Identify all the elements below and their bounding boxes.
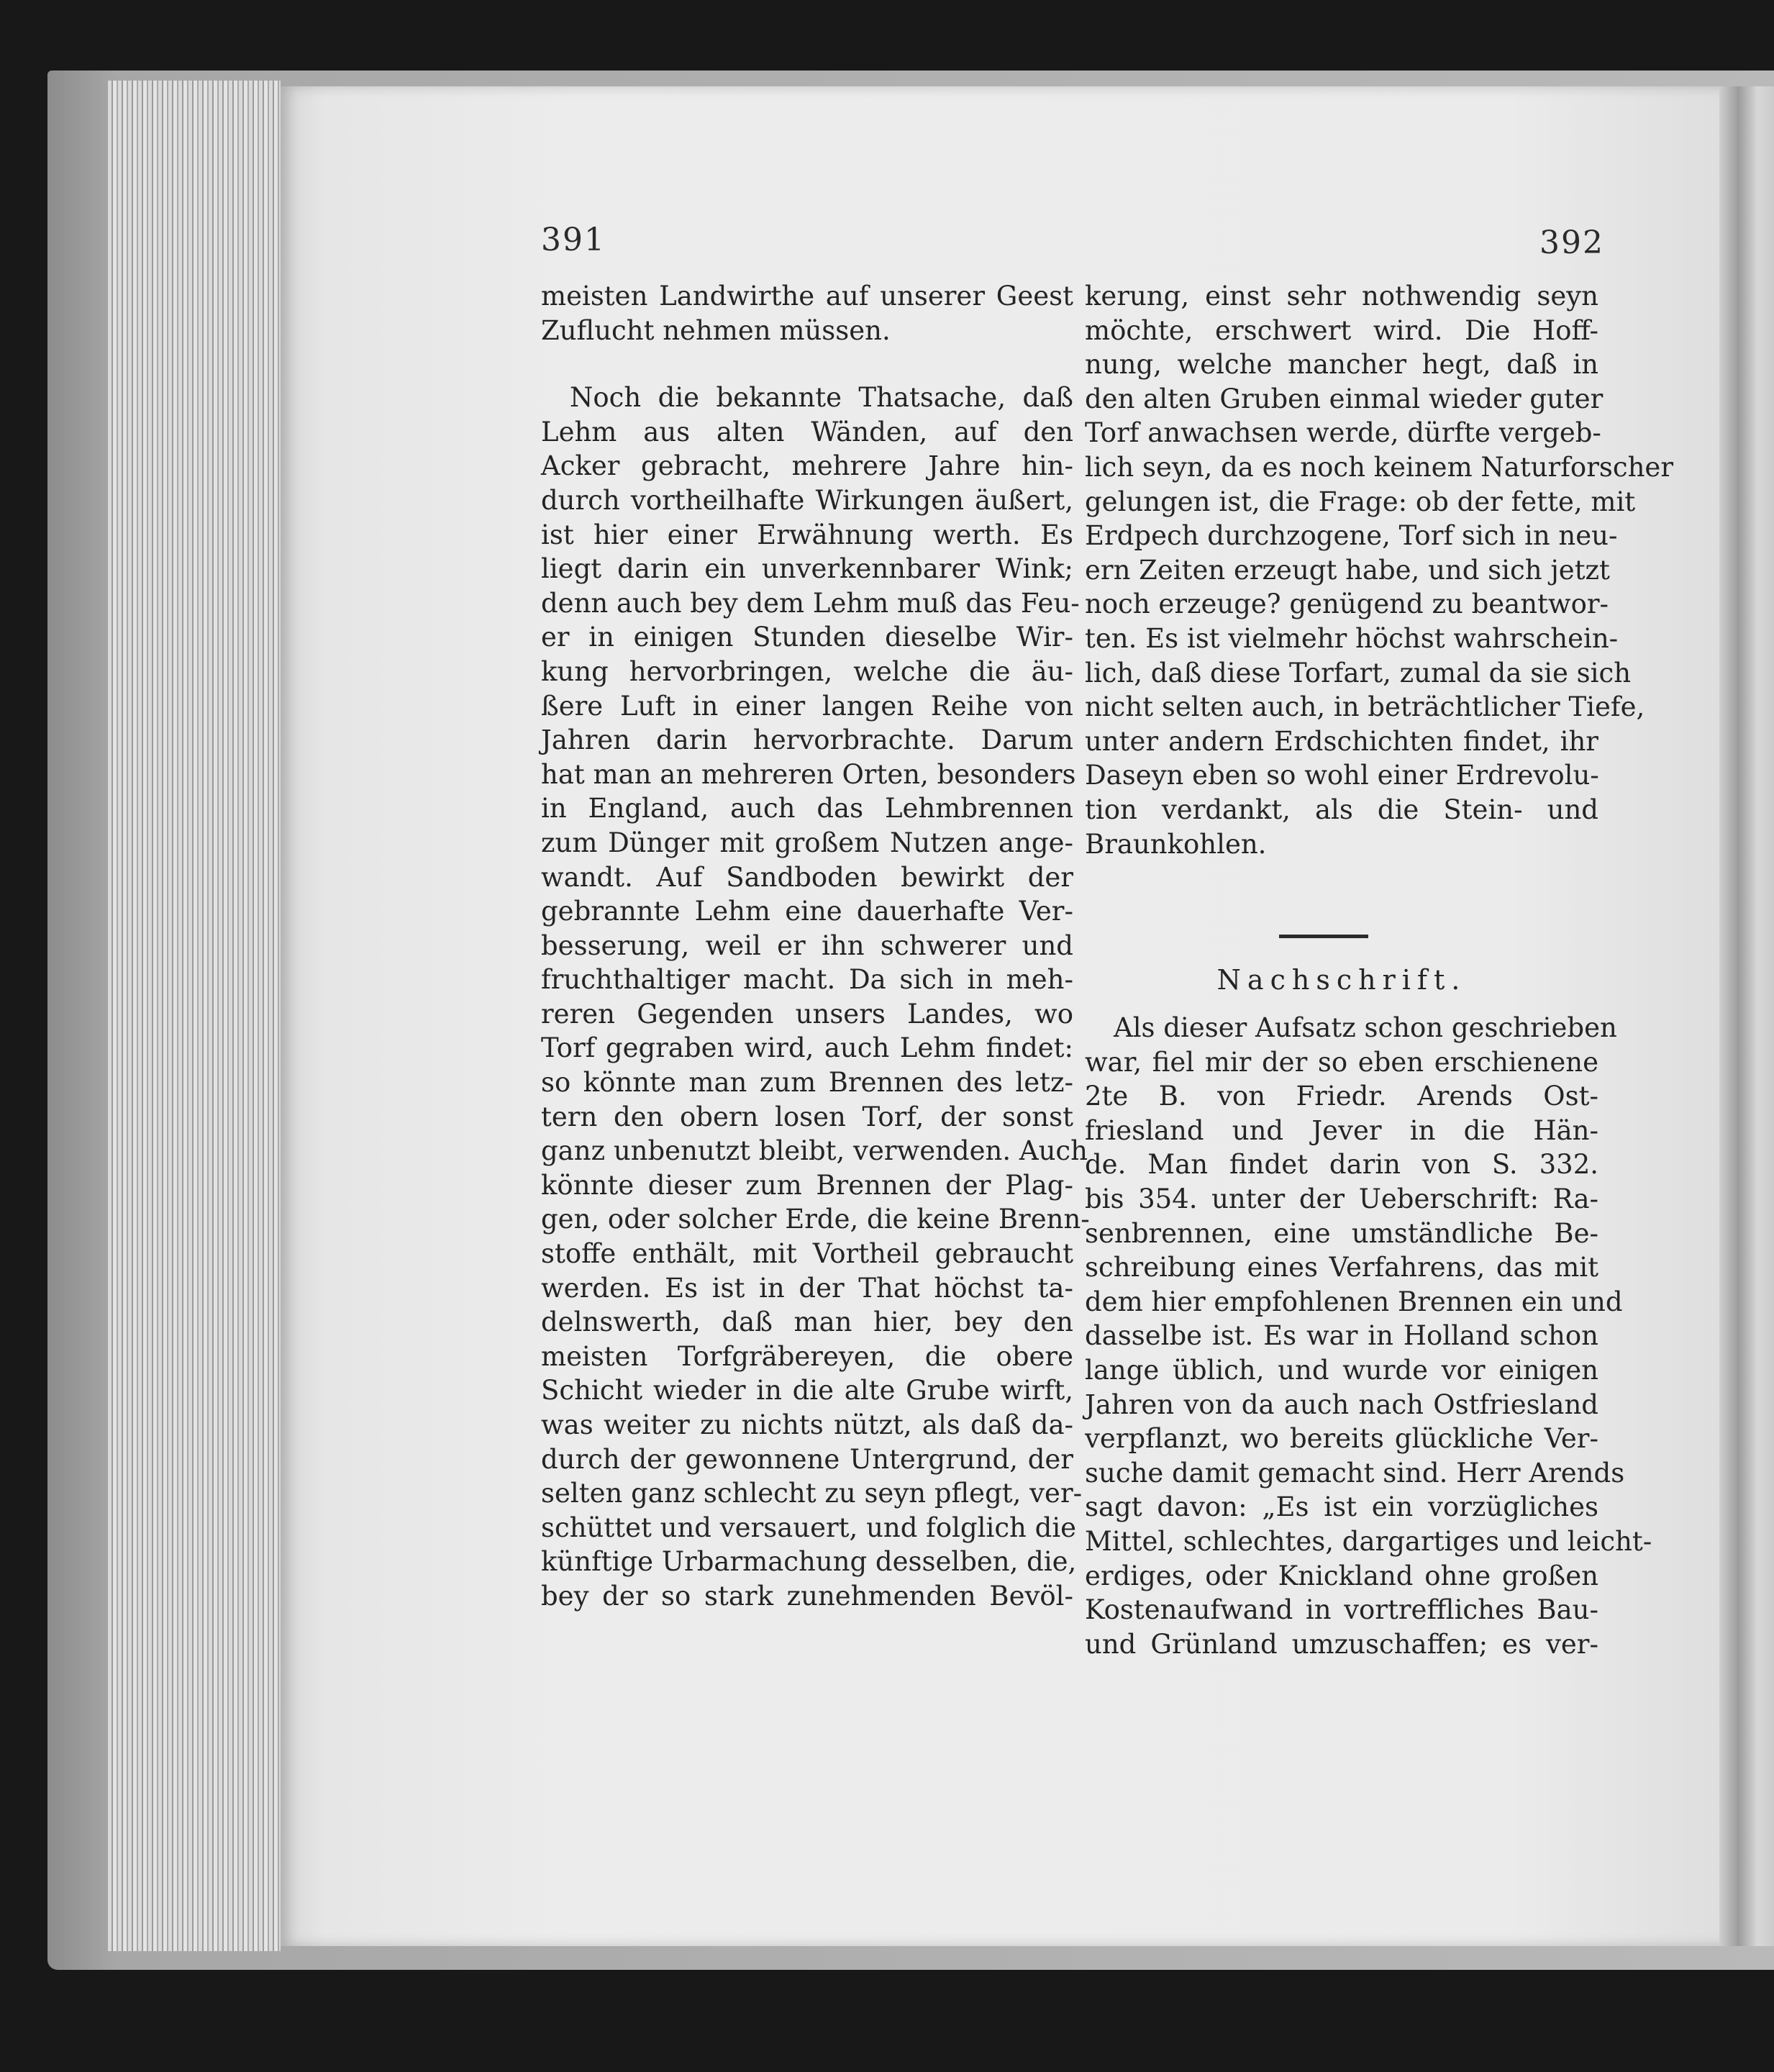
text-line: selten ganz schlecht zu seyn pflegt, ver- — [541, 1478, 1083, 1509]
text-line: lange üblich, und wurde vor einigen — [1085, 1354, 1598, 1386]
text-line: senbrennen, eine umständliche Be- — [1085, 1217, 1598, 1249]
text-line: er in einigen Stunden dieselbe Wir- — [541, 622, 1073, 653]
text-line: Noch die bekannte Thatsache, daß — [570, 382, 1073, 414]
text-line: kung hervorbringen, welche die äu- — [541, 655, 1073, 687]
paragraph-gap — [541, 347, 1073, 381]
text-line: künftige Urbarmachung desselben, die, — [541, 1546, 1077, 1578]
text-line: Torf gegraben wird, auch Lehm findet: — [541, 1032, 1073, 1064]
text-line: Zuflucht nehmen müssen. — [541, 314, 891, 346]
text-line: lich seyn, da es noch keinem Naturforscher — [1085, 451, 1674, 483]
text-line: schreibung eines Verfahrens, das mit — [1085, 1252, 1598, 1283]
text-line: sagt davon: „Es ist ein vorzügliches — [1085, 1491, 1598, 1523]
text-line: ßere Luft in einer langen Reihe von — [541, 690, 1073, 722]
text-line: ten. Es ist vielmehr höchst wahrschein- — [1085, 622, 1619, 654]
text-line: so könnte man zum Brennen des letz- — [541, 1067, 1073, 1099]
text-line: Kostenaufwand in vortreffliches Bau- — [1085, 1594, 1598, 1626]
text-line: Jahren darin hervorbrachte. Darum — [541, 724, 1073, 756]
text-line: kerung, einst sehr nothwendig seyn — [1085, 281, 1598, 312]
text-line: bis 354. unter der Ueberschrift: Ra- — [1085, 1183, 1598, 1214]
text-line: tion verdankt, als die Stein- und — [1085, 794, 1598, 825]
text-line: de. Man findet darin von S. 332. — [1085, 1149, 1598, 1181]
text-line: nicht selten auch, in beträchtlicher Tiefe, — [1085, 691, 1645, 723]
right-text-column-top — [1085, 279, 1674, 861]
text-line: lich, daß diese Torfart, zumal da sie sich — [1085, 657, 1632, 689]
page-number-left: 391 — [541, 222, 606, 258]
text-line: bey der so stark zunehmenden Bevöl- — [541, 1580, 1073, 1612]
text-line: nung, welche mancher hegt, daß in — [1085, 349, 1598, 381]
text-line: dasselbe ist. Es war in Holland schon — [1085, 1320, 1598, 1352]
text-line: Mittel, schlechtes, dargartiges und leicht- — [1085, 1525, 1652, 1557]
spine — [1719, 86, 1774, 1946]
text-line: Braunkohlen. — [1085, 828, 1267, 860]
text-line: könnte dieser zum Brennen der Plag- — [541, 1169, 1073, 1201]
text-line: unter andern Erdschichten findet, ihr — [1085, 725, 1598, 757]
text-line: ern Zeiten erzeugt habe, und sich jetzt — [1085, 554, 1610, 586]
text-line: friesland und Jever in die Hän- — [1085, 1114, 1598, 1146]
text-line: in England, auch das Lehmbrennen — [541, 793, 1073, 824]
text-line: liegt darin ein unverkennbarer Wink; — [541, 553, 1073, 585]
text-line: Lehm aus alten Wänden, auf den — [541, 416, 1073, 447]
page-edges — [108, 81, 281, 1951]
text-line: wandt. Auf Sandboden bewirkt der — [541, 861, 1073, 893]
text-line: stoffe enthält, mit Vortheil gebraucht — [541, 1238, 1073, 1270]
text-line: noch erzeuge? genügend zu beantwor- — [1085, 589, 1609, 620]
text-line: Acker gebracht, mehrere Jahre hin- — [541, 450, 1073, 482]
right-text-column-bottom — [1085, 1011, 1652, 1661]
text-line: gebrannte Lehm eine dauerhafte Ver- — [541, 896, 1073, 927]
text-line: gelungen ist, die Frage: ob der fette, mit — [1085, 486, 1636, 517]
text-line: meisten Landwirthe auf unserer Geest — [541, 281, 1073, 312]
text-line: hat man an mehreren Orten, besonders — [541, 758, 1076, 790]
text-line: verpflanzt, wo bereits glückliche Ver- — [1085, 1423, 1598, 1455]
text-line: gen, oder solcher Erde, die keine Brenn- — [541, 1204, 1090, 1235]
text-line: war, fiel mir der so eben erschienene — [1085, 1046, 1598, 1078]
text-line: erdiges, oder Knickland ohne großen — [1085, 1560, 1598, 1591]
text-line: was weiter zu nichts nützt, als daß da- — [541, 1409, 1073, 1440]
text-line: denn auch bey dem Lehm muß das Feu- — [541, 587, 1080, 619]
text-line: ganz unbenutzt bleibt, verwenden. Auch — [541, 1135, 1088, 1167]
section-rule — [1279, 935, 1368, 938]
text-line: dem hier empfohlenen Brennen ein und — [1085, 1286, 1623, 1317]
text-line: Erdpech durchzogene, Torf sich in neu- — [1085, 520, 1618, 552]
text-line: tern den obern losen Torf, der sonst — [541, 1101, 1073, 1132]
text-line: Jahren von da auch nach Ostfriesland — [1085, 1389, 1598, 1420]
text-line: reren Gegenden unsers Landes, wo — [541, 998, 1073, 1030]
text-line: und Grünland umzuschaffen; es ver- — [1085, 1628, 1598, 1660]
text-line: möchte, erschwert wird. Die Hoff- — [1085, 314, 1598, 346]
text-line: Daseyn eben so wohl einer Erdrevolu- — [1085, 760, 1599, 791]
left-text-column — [541, 279, 1090, 1614]
text-line: werden. Es ist in der That höchst ta- — [541, 1272, 1073, 1304]
postscript-heading: Nachschrift. — [1216, 964, 1467, 996]
text-line: ist hier einer Erwähnung werth. Es — [541, 519, 1073, 550]
text-line: delnswerth, daß man hier, bey den — [541, 1307, 1073, 1338]
text-line: den alten Gruben einmal wieder guter — [1085, 383, 1604, 414]
text-line: Als dieser Aufsatz schon geschrieben — [1114, 1012, 1617, 1043]
text-line: 2te B. von Friedr. Arends Ost- — [1085, 1081, 1598, 1112]
text-line: meisten Torfgräbereyen, die obere — [541, 1340, 1073, 1372]
page-number-right: 392 — [1539, 224, 1604, 261]
text-line: durch vortheilhafte Wirkungen äußert, — [541, 484, 1073, 516]
text-line: durch der gewonnene Untergrund, der — [541, 1443, 1073, 1475]
text-line: Schicht wieder in die alte Grube wirft, — [541, 1375, 1073, 1407]
text-line: schüttet und versauert, und folglich die — [541, 1512, 1077, 1543]
text-line: besserung, weil er ihn schwerer und — [541, 930, 1073, 961]
text-line: suche damit gemacht sind. Herr Arends — [1085, 1457, 1625, 1489]
text-line: Torf anwachsen werde, dürfte vergeb- — [1085, 417, 1601, 449]
text-line: zum Dünger mit großem Nutzen ange- — [541, 827, 1073, 858]
text-line: fruchthaltiger macht. Da sich in meh- — [541, 964, 1073, 996]
